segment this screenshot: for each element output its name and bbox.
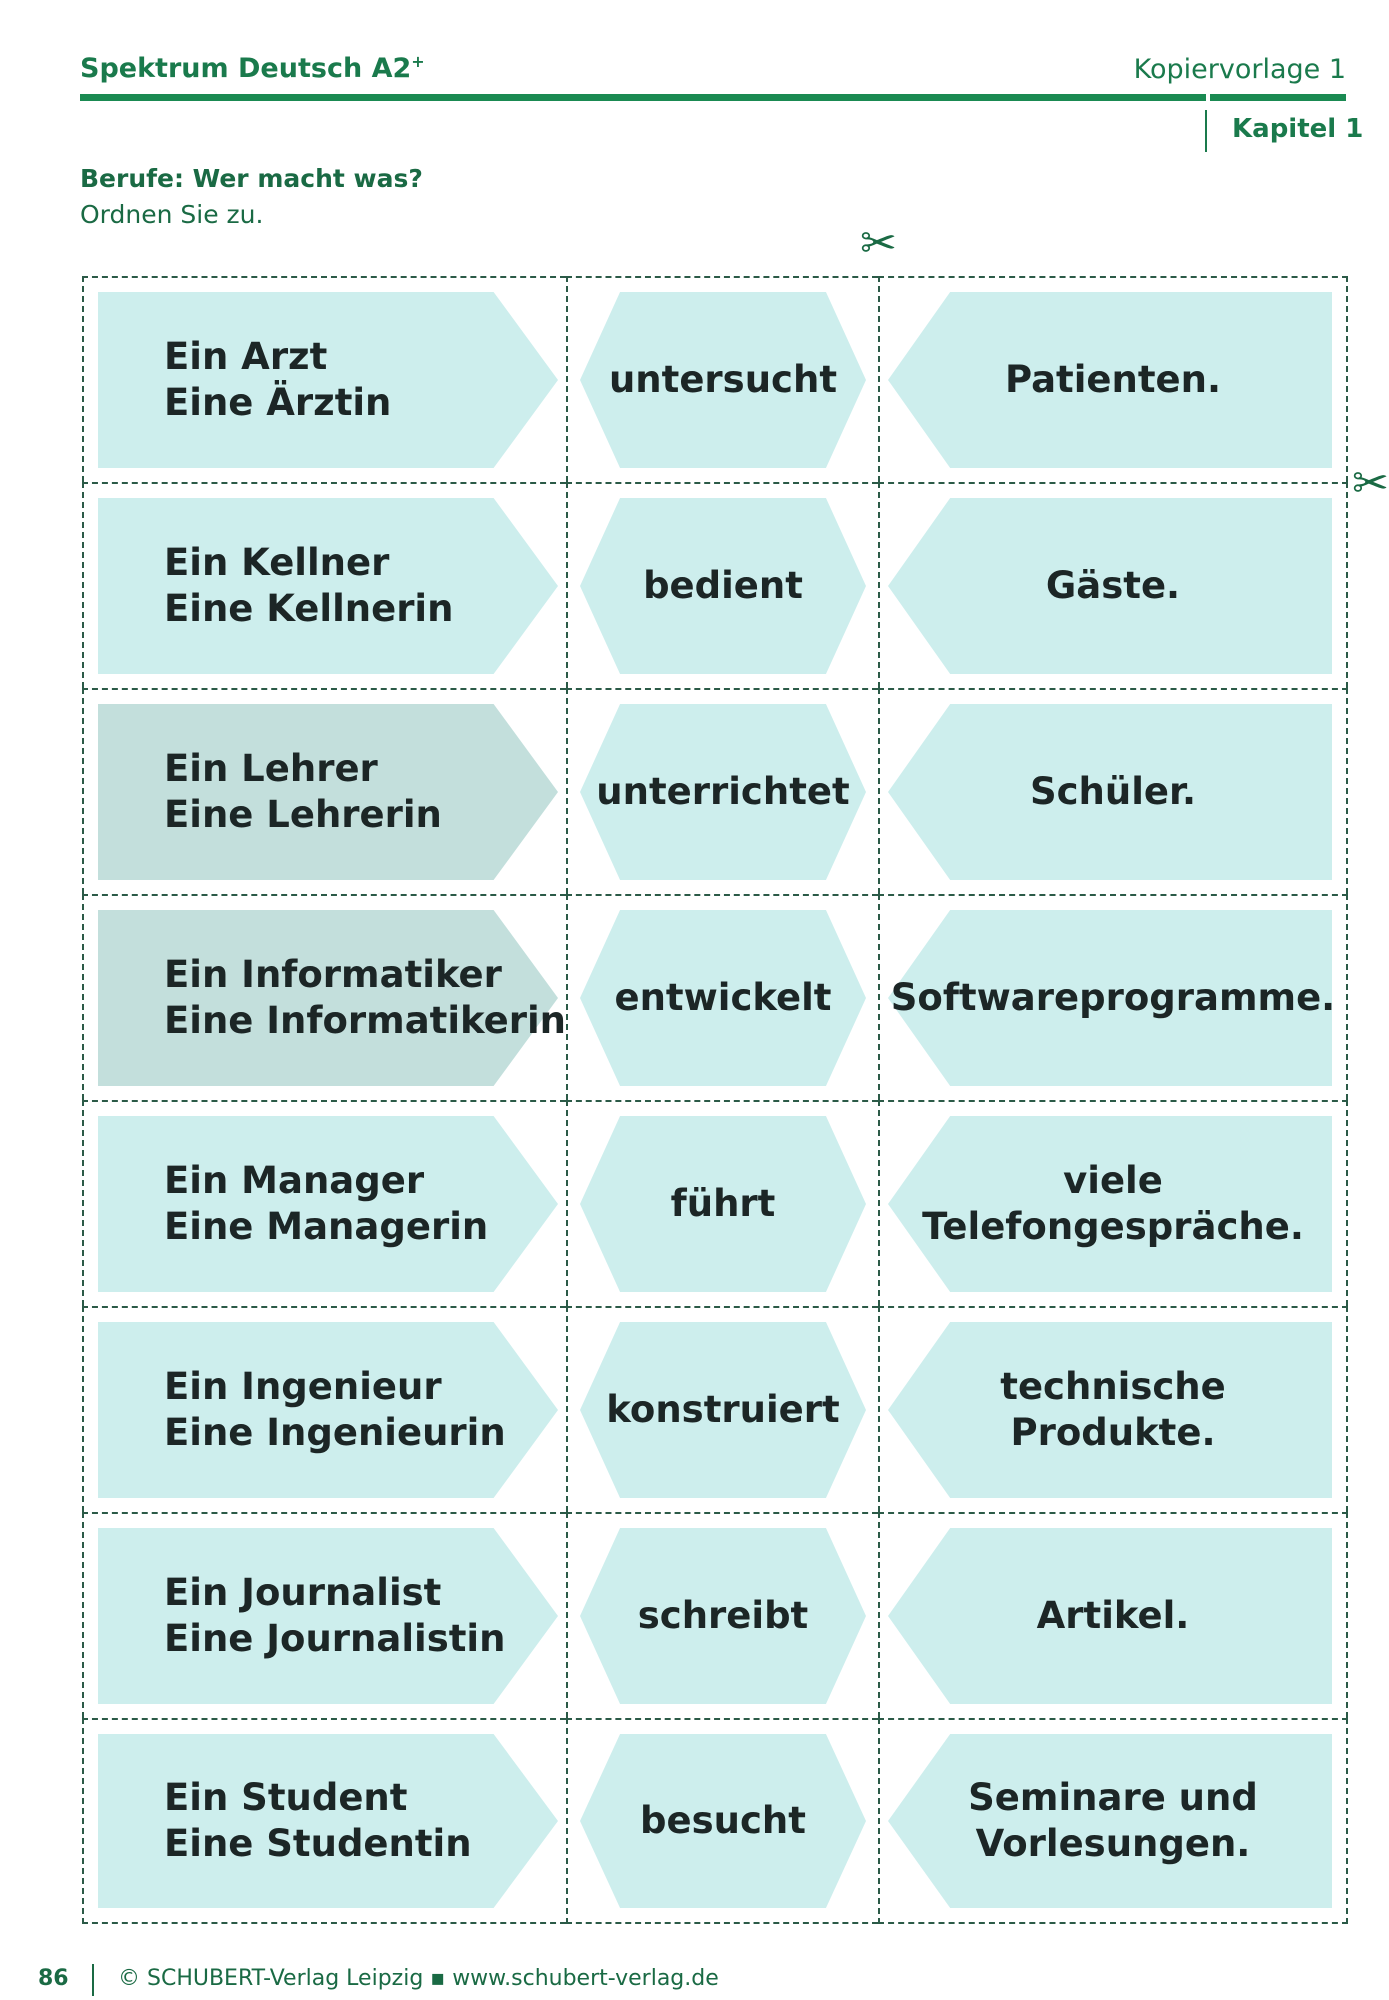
object-card: viele Telefongespräche.	[878, 1100, 1348, 1306]
subject-card: Ein Journalist Eine Journalistin	[82, 1512, 566, 1718]
object-card: Schüler.	[878, 688, 1348, 894]
table-row	[82, 276, 1348, 482]
scissors-icon: ✂	[860, 218, 897, 269]
object-card: Softwareprogramme.	[878, 894, 1348, 1100]
verb-card: untersucht	[566, 276, 878, 482]
footer-divider	[92, 1964, 94, 1996]
table-row	[82, 1512, 1348, 1718]
subject-card: Ein Manager Eine Managerin	[82, 1100, 566, 1306]
table-row	[82, 1718, 1348, 1924]
kapitel-label: Kapitel 1	[1232, 114, 1364, 144]
kopiervorlage-label: Kopiervorlage 1	[1133, 54, 1346, 85]
table-row	[82, 1306, 1348, 1512]
table-row	[82, 688, 1348, 894]
verb-card: konstruiert	[566, 1306, 878, 1512]
object-card: Artikel.	[878, 1512, 1348, 1718]
subject-card: Ein Kellner Eine Kellnerin	[82, 482, 566, 688]
header-rule-right	[1210, 94, 1346, 101]
table-row	[82, 1100, 1348, 1306]
verb-card: schreibt	[566, 1512, 878, 1718]
verb-card: entwickelt	[566, 894, 878, 1100]
task-instruction: Ordnen Sie zu.	[80, 200, 264, 229]
verb-card: besucht	[566, 1718, 878, 1924]
subject-card: Ein Student Eine Studentin	[82, 1718, 566, 1924]
page-number: 86	[38, 1966, 69, 1991]
subject-card: Ein Informatiker Eine Informatikerin	[82, 894, 566, 1100]
table-row	[82, 894, 1348, 1100]
table-row	[82, 482, 1348, 688]
copyright: © SCHUBERT-Verlag Leipzig ▪ www.schubert-verlag.de	[118, 1966, 719, 1991]
verb-card: bedient	[566, 482, 878, 688]
kapitel-divider	[1205, 110, 1207, 152]
object-card: Gäste.	[878, 482, 1348, 688]
task-title: Berufe: Wer macht was?	[80, 164, 423, 193]
card-grid	[82, 276, 1348, 1924]
book-title: Spektrum Deutsch A2+	[80, 52, 425, 84]
verb-card: unterrichtet	[566, 688, 878, 894]
header-rule	[80, 94, 1206, 101]
subject-card: Ein Lehrer Eine Lehrerin	[82, 688, 566, 894]
object-card: technische Produkte.	[878, 1306, 1348, 1512]
scissors-icon: ✂	[1352, 458, 1389, 509]
subject-card: Ein Ingenieur Eine Ingenieurin	[82, 1306, 566, 1512]
object-card: Seminare und Vorlesungen.	[878, 1718, 1348, 1924]
object-card: Patienten.	[878, 276, 1348, 482]
subject-card: Ein Arzt Eine Ärztin	[82, 276, 566, 482]
verb-card: führt	[566, 1100, 878, 1306]
